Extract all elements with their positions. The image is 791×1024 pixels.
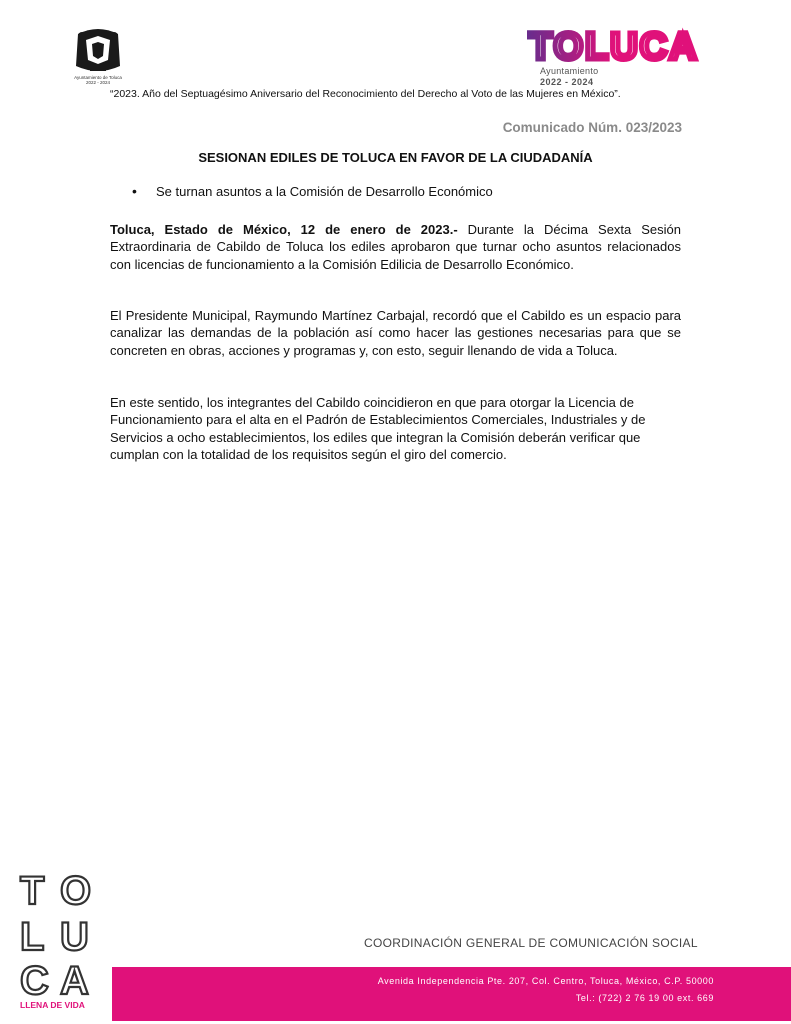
seal-caption-line1: Ayuntamiento de Toluca: [74, 75, 122, 80]
logo-letter-a: A: [60, 959, 89, 1003]
seal-caption-line2: 2022 - 2024: [85, 80, 111, 85]
department-name: COORDINACIÓN GENERAL DE COMUNICACIÓN SOCIAL: [364, 936, 698, 950]
logo-letter-t: T: [20, 869, 45, 913]
paragraph-1-body: Durante la Décima Sexta Sesión Extraordinaria de Cabildo de Toluca los ediles aprobaron que turnar ocho asuntos relacionados con licencias de funcionamiento a la Comisión Edilicia de Desarrollo Económico.: [110, 222, 682, 272]
dateline: Toluca, Estado de México, 12 de enero de 2023.-: [110, 222, 458, 237]
logo-slogan: LLENA DE VIDA: [20, 1000, 85, 1010]
paragraph-1: [110, 221, 681, 273]
brand-period: 2022 - 2024: [540, 77, 594, 87]
logo-letter-o: O: [60, 869, 92, 913]
toluca-footer-logo: [18, 866, 100, 1012]
brand-wordmark: TOLUCA: [529, 26, 699, 68]
paragraph-2: El Presidente Municipal, Raymundo Martínez Carbajal, recordó que el Cabildo es un espacio para canalizar las demandas de la población así como hacer las gestiones necesarias para que se concreten en obras, acciones y programas y, con esto, seguir llenando de vida a Toluca.: [110, 308, 681, 358]
brand-subtitle: Ayuntamiento: [540, 66, 599, 76]
logo-letter-l: L: [20, 915, 45, 959]
summary-bullet-item: • Se turnan asuntos a la Comisión de Desarrollo Económico: [132, 184, 493, 199]
footer-address: Avenida Independencia Pte. 207, Col. Centro, Toluca, México, C.P. 50000: [377, 976, 714, 986]
footer-phone: Tel.: (722) 2 76 19 00 ext. 669: [575, 993, 714, 1003]
release-number: Comunicado Núm. 023/2023: [502, 120, 682, 135]
paragraph-3: En este sentido, los integrantes del Cabildo coincidieron en que para otorgar la Licencia de Funcionamiento para el alta en el Padrón de Establecimientos Comerciales, Industriales y de Servicios a ocho establecimientos, los ediles que integran la Comisión deberán verificar que cumplan con la totalidad de los requisitos según el giro del comercio.: [110, 395, 646, 463]
annual-motto: “2023. Año del Septuagésimo Aniversario del Reconocimiento del Derecho al Voto de las Mujeres en México”.: [110, 88, 621, 100]
seal-caption: [60, 75, 136, 85]
release-headline: SESIONAN EDILES DE TOLUCA EN FAVOR DE LA CIUDADANÍA: [198, 150, 593, 165]
summary-bullets: [132, 184, 493, 199]
logo-letter-u: U: [60, 915, 89, 959]
logo-letter-c: C: [20, 959, 49, 1003]
